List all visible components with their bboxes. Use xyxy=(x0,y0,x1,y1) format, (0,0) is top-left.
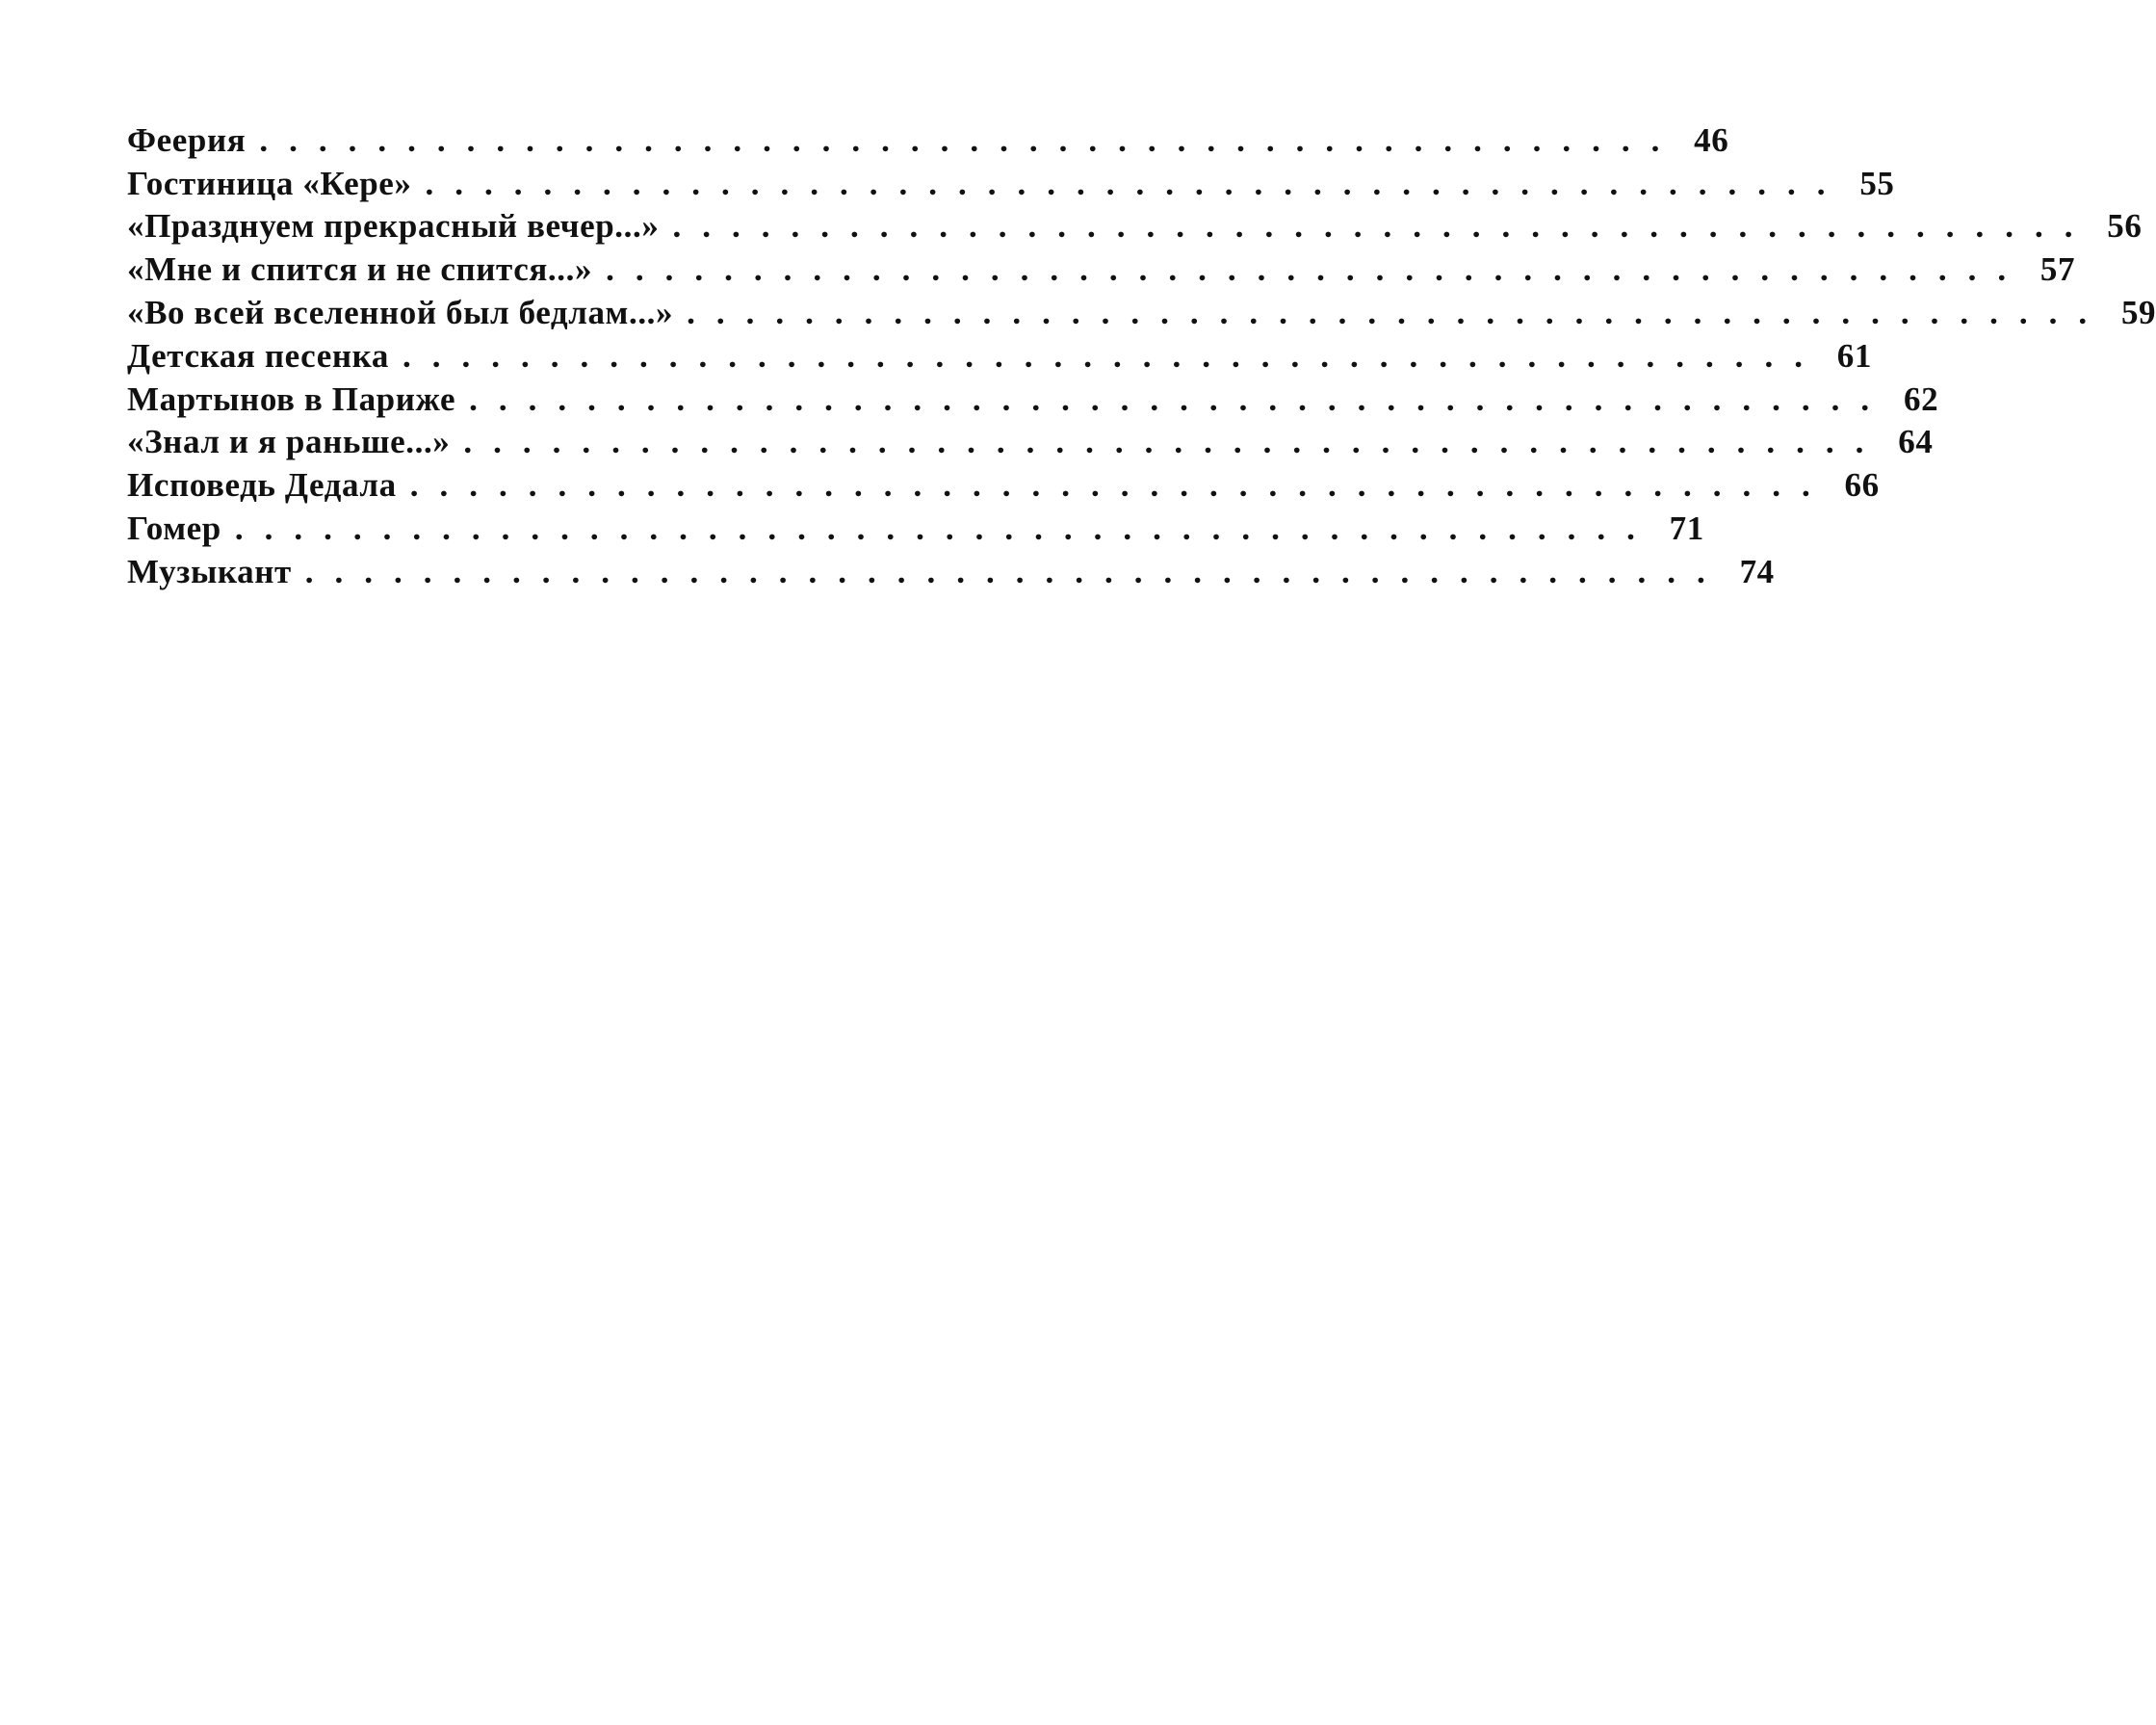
toc-entry xyxy=(127,114,1729,159)
toc-entry-page-number: 46 xyxy=(1694,120,1729,159)
toc-entry xyxy=(127,545,1775,590)
toc-entry-title: «Мне и спится и не спится...» xyxy=(127,250,593,289)
toc-entry-title: Исповедь Дедала xyxy=(127,466,397,505)
dot-leader: ................................................ xyxy=(259,120,1681,159)
toc-entry-page-number: 59 xyxy=(2120,293,2156,331)
dot-leader: ................................................ xyxy=(606,250,2028,289)
toc-entry-title: Мартынов в Париже xyxy=(127,379,456,418)
dot-leader: ................................................ xyxy=(304,552,1727,590)
toc-entry-page-number: 55 xyxy=(1859,164,1895,202)
toc-entry xyxy=(127,286,2156,331)
toc-entry xyxy=(127,373,1939,418)
dot-leader: ................................................ xyxy=(463,423,1885,461)
toc-entry-page-number: 57 xyxy=(2039,250,2076,289)
toc-entry xyxy=(127,157,1895,202)
toc-entry-title: Гостиница «Кере» xyxy=(127,164,412,202)
toc-entry xyxy=(127,416,1934,461)
dot-leader: ................................................ xyxy=(469,379,1891,418)
dot-leader: ................................................ xyxy=(425,164,1847,202)
toc-entry-page-number: 74 xyxy=(1739,552,1775,590)
dot-leader: ................................................ xyxy=(687,293,2109,331)
toc-entry-page-number: 66 xyxy=(1844,466,1880,505)
toc-entry-title: Музыкант xyxy=(127,552,292,590)
toc-entry xyxy=(127,200,2143,246)
toc-entry xyxy=(127,458,1880,505)
toc-entry-page-number: 61 xyxy=(1836,336,1872,375)
table-of-contents xyxy=(127,114,2156,590)
toc-entry-page-number: 71 xyxy=(1669,509,1704,547)
toc-entry xyxy=(127,243,2076,289)
toc-entry-title: «Празднуем прекрасный вечер...» xyxy=(127,207,660,246)
toc-entry-title: Детская песенка xyxy=(127,336,389,375)
toc-entry-title: Феерия xyxy=(127,120,247,159)
toc-entry-page-number: 62 xyxy=(1903,379,1939,418)
dot-leader: ................................................ xyxy=(402,336,1824,375)
dot-leader: ................................................ xyxy=(672,207,2094,246)
toc-entry xyxy=(127,502,1704,547)
toc-entry-page-number: 56 xyxy=(2107,207,2143,246)
toc-entry-page-number: 64 xyxy=(1898,423,1934,461)
toc-entry-title: Гомер xyxy=(127,509,221,547)
toc-entry-title: «Во всей вселенной был бедлам...» xyxy=(127,293,674,331)
toc-entry-title: «Знал и я раньше...» xyxy=(127,423,451,461)
dot-leader: ................................................ xyxy=(234,509,1656,547)
dot-leader: ................................................ xyxy=(409,466,1831,505)
toc-entry xyxy=(127,329,1872,375)
